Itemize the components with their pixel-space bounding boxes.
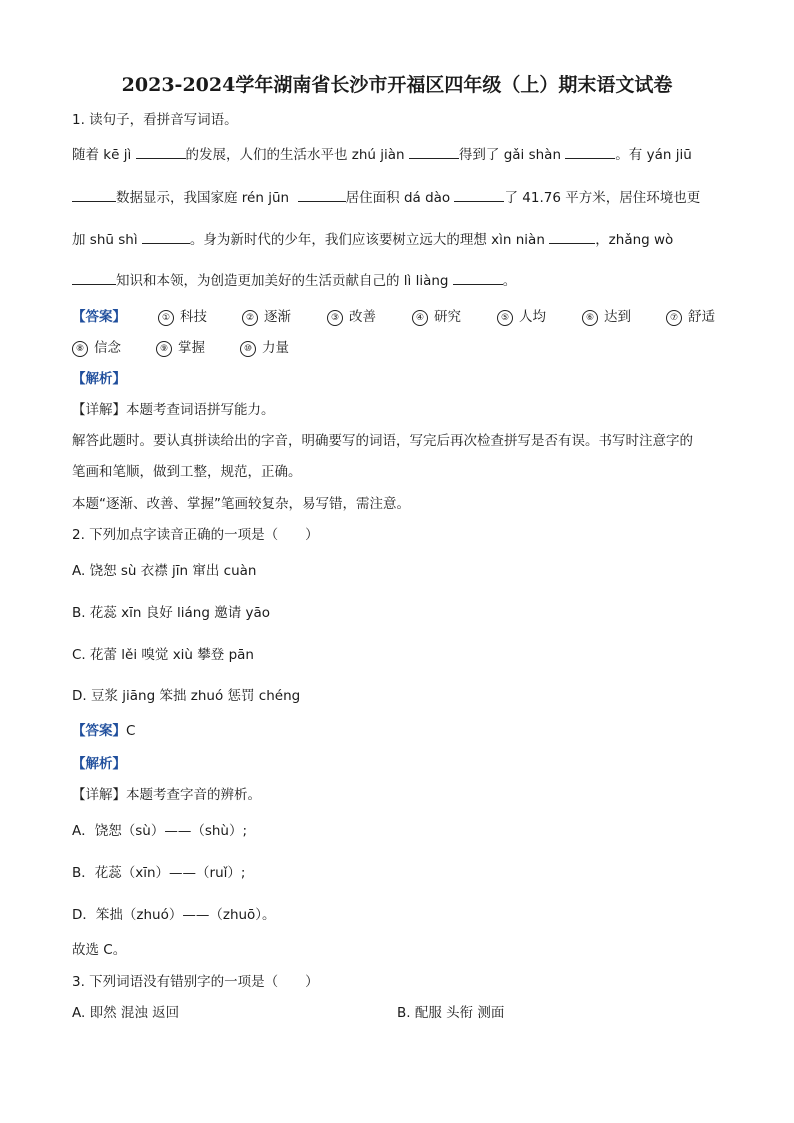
q1-explanation-1: 解答此题时。要认真拼读给出的字音，明确要写的词语，写完后再次检查拼写是否有误。书写时注意字的 [72, 433, 693, 449]
page-title: 2023-2024学年湖南省长沙市开福区四年级（上）期末语文试卷 [121, 74, 673, 96]
q1-text: ，zhǎng wò [595, 232, 674, 248]
answer-number: ⑨ [156, 341, 172, 357]
q1-explanation-3: 本题“逐渐、改善、掌握”笔画较复杂，易写错，需注意。 [72, 496, 410, 512]
analysis-tag: 【解析】 [72, 756, 126, 772]
q3-option-a: A. 即然 混浊 返回 [72, 1005, 180, 1021]
q3-stem: 3. 下列词语没有错别字的一项是（ ） [72, 974, 319, 990]
q2-explanation-b: B．花蕊（xīn）——（ruǐ）; [72, 865, 246, 881]
q1-line-4 [72, 272, 516, 290]
answer-blank[interactable] [72, 272, 116, 285]
answer-word: 力量 [262, 340, 289, 356]
q1-text: 了 41.76 平方米，居住环境也更 [504, 190, 701, 206]
answer-item [327, 308, 376, 326]
q1-text: 。有 yán jiū [615, 147, 692, 163]
q2-option-d: D. 豆浆 jiāng 笨拙 zhuó 惩罚 chéng [72, 688, 301, 704]
q1-explanation-2: 笔画和笔顺，做到工整，规范，正确。 [72, 464, 302, 480]
q1-text: 。 [502, 273, 517, 289]
answer-blank[interactable] [298, 189, 346, 202]
q1-text: 数据显示，我国家庭 rén jūn [116, 190, 294, 206]
q1-text: 的发展，人们的生活水平也 zhú jiàn [185, 147, 409, 163]
answer-blank[interactable] [72, 189, 116, 202]
detail-text: 本题考查词语拼写能力。 [126, 402, 275, 418]
answer-number: ⑥ [582, 310, 598, 326]
answer-blank[interactable] [136, 146, 186, 159]
answer-tag: 【答案】 [72, 723, 126, 739]
q1-text: 加 shū shì [72, 232, 142, 248]
answer-blank[interactable] [142, 231, 190, 244]
answer-item [666, 308, 715, 326]
detail-tag: 【详解】 [72, 787, 126, 803]
answer-word: 信念 [94, 340, 121, 356]
answer-word: 达到 [604, 309, 631, 325]
answer-tag: 【答案】 [72, 309, 126, 325]
q2-explanation-d: D．笨拙（zhuó）——（zhuō）。 [72, 907, 276, 923]
answer-item [240, 339, 289, 357]
q2-explanation-a: A．饶恕（sù）——（shù）; [72, 823, 248, 839]
detail-text: 本题考查字音的辨析。 [126, 787, 261, 803]
answer-item [158, 308, 207, 326]
q2-stem: 2. 下列加点字读音正确的一项是（ ） [72, 527, 319, 543]
answer-number: ③ [327, 310, 343, 326]
answer-item [412, 308, 461, 326]
answer-word: 人均 [519, 309, 546, 325]
answer-value: C [126, 723, 136, 739]
answer-blank[interactable] [453, 272, 503, 285]
answer-number: ④ [412, 310, 428, 326]
answer-number: ⑦ [666, 310, 682, 326]
answer-blank[interactable] [454, 189, 504, 202]
q2-answer [72, 722, 135, 740]
answer-word: 掌握 [178, 340, 205, 356]
detail-tag: 【详解】 [72, 402, 126, 418]
answer-word: 研究 [434, 309, 461, 325]
answer-number: ⑤ [497, 310, 513, 326]
analysis-tag: 【解析】 [72, 371, 126, 387]
answer-number: ⑧ [72, 341, 88, 357]
q1-line-3 [72, 231, 673, 249]
answer-item [582, 308, 631, 326]
q1-line-1 [72, 146, 692, 164]
answer-blank[interactable] [409, 146, 459, 159]
answer-word: 舒适 [688, 309, 715, 325]
answer-item [156, 339, 205, 357]
answer-word: 改善 [349, 309, 376, 325]
q2-conclusion: 故选 C。 [72, 942, 127, 958]
q1-text: 随着 kē jì [72, 147, 136, 163]
q2-option-b: B. 花蕊 xīn 良好 liáng 邀请 yāo [72, 605, 271, 621]
q2-option-c: C. 花蕾 lěi 嗅觉 xiù 攀登 pān [72, 647, 254, 663]
q1-text: 居住面积 dá dào [345, 190, 455, 206]
answer-blank[interactable] [565, 146, 615, 159]
answer-number: ① [158, 310, 174, 326]
q1-stem: 1. 读句子，看拼音写词语。 [72, 112, 238, 128]
answer-item [497, 308, 546, 326]
answer-word: 逐渐 [264, 309, 291, 325]
q1-detail [72, 401, 275, 419]
answer-blank[interactable] [549, 231, 595, 244]
answer-item [242, 308, 291, 326]
q1-text: 得到了 gǎi shàn [458, 147, 566, 163]
q2-detail [72, 786, 261, 804]
q1-text: 。身为新时代的少年，我们应该要树立远大的理想 xìn niàn [189, 232, 550, 248]
answer-word: 科技 [180, 309, 207, 325]
q3-option-b: B. 配服 头衔 测面 [397, 1005, 505, 1021]
q2-option-a: A. 饶恕 sù 衣襟 jīn 窜出 cuàn [72, 563, 257, 579]
q1-line-2 [72, 189, 700, 207]
answer-number: ② [242, 310, 258, 326]
q1-text: 知识和本领，为创造更加美好的生活贡献自己的 lì liàng [116, 273, 453, 289]
answer-number: ⑩ [240, 341, 256, 357]
answer-item [72, 339, 121, 357]
